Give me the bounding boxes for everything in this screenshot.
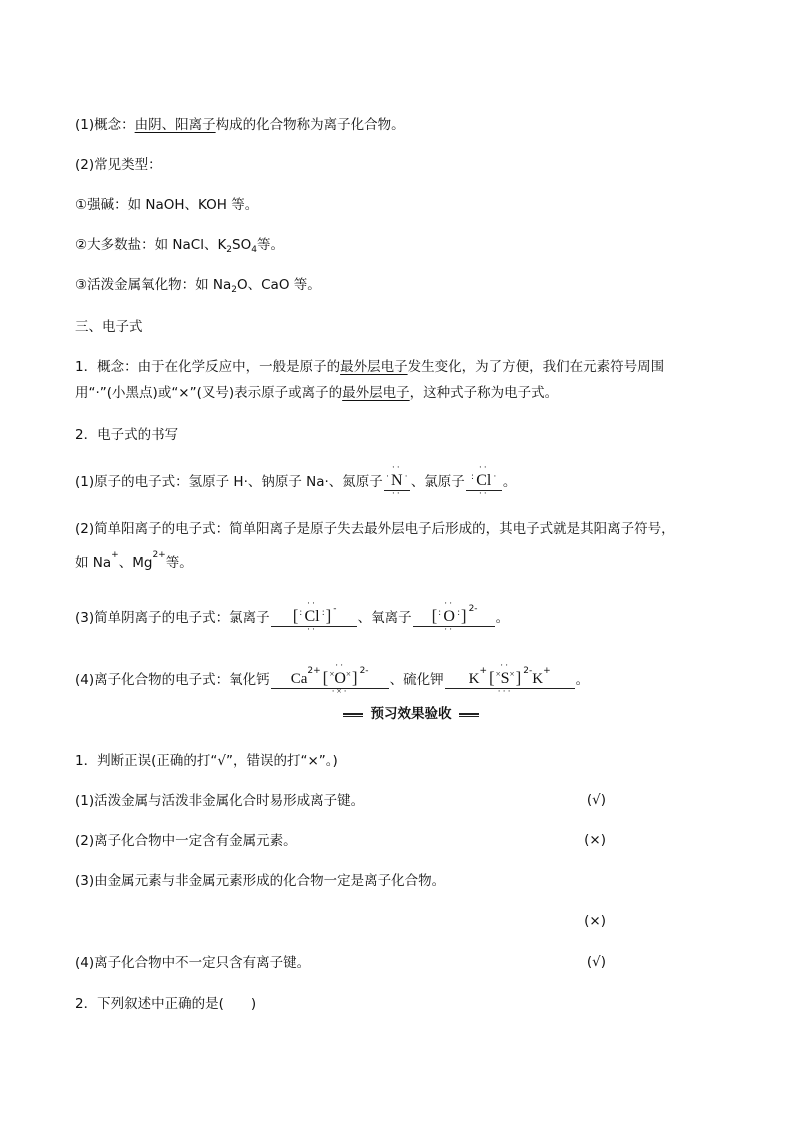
- type-oxides: ③活泼金属氧化物：如 $Na_2O$、CaO 等。: [75, 277, 321, 295]
- type-strong-base: ①强碱：如 NaOH、KOH 等。: [75, 197, 259, 213]
- definition-line-2: 用“·”(小黑点)或“×”(叉号)表示原子或离子的最外层电子，这种式子称为电子式。: [75, 385, 559, 401]
- definition-line-1: 1．概念：由于在化学反应中，一般是原子的最外层电子发生变化，为了方便，我们在元素符号周围: [75, 359, 665, 375]
- concept-underlined: 由阴、阳离子: [134, 117, 216, 133]
- anion-electron-formula-line: (3)简单阴离子的电子式：氯离子 [ ·· : Cl : ·· ] -、氧离子 [ ·· : O : ·· ] $^{2-}$。: [75, 598, 510, 634]
- question-2: 2．下列叙述中正确的是( ): [75, 996, 257, 1012]
- statement-1: (1)活泼金属与活泼非金属化合时易形成离子键。: [75, 793, 365, 809]
- potassium-sulfide-blank: K+ [ ·· × S × ··· ] $^{2-}$K+: [445, 662, 575, 689]
- statement-2: (2)离子化合物中一定含有金属元素。: [75, 833, 297, 849]
- types-title: (2)常见类型：: [75, 157, 162, 173]
- statement-3: (3)由金属元素与非金属元素形成的化合物一定是离子化合物。: [75, 873, 446, 889]
- compound-electron-formula-line: (4)离子化合物的电子式：氧化钙 $Ca^{2+}$ [ ·· × O × ·×· ] $^{2-}$、硫化钾 K+ [ ·· × S × ··· ] $^{2-}$K+。: [75, 660, 590, 696]
- answer-1: (√): [586, 792, 606, 808]
- concept-line: (1)概念：由阴、阳离子构成的化合物称为离子化合物。: [75, 117, 405, 133]
- question-1: 1．判断正误(正确的打“√”，错误的打“×”。): [75, 753, 338, 769]
- section-heading-electron-formula: 三、电子式: [75, 319, 143, 335]
- review-banner: 预习效果验收: [343, 704, 479, 724]
- calcium-oxide-blank: $Ca^{2+}$ [ ·· × O × ·×· ] $^{2-}$: [271, 662, 389, 689]
- writing-heading: 2．电子式的书写: [75, 427, 179, 443]
- statement-4: (4)离子化合物中不一定只含有离子键。: [75, 955, 311, 971]
- oxide-blank: [ ·· : O : ·· ] $^{2-}$: [413, 600, 495, 627]
- answer-4: (√): [586, 954, 606, 970]
- nitrogen-blank: ·· · N · ··: [384, 472, 410, 491]
- answer-3: (×): [584, 913, 606, 929]
- chlorine-blank: ·· : Cl · ··: [466, 472, 502, 491]
- type-salts: ②大多数盐：如 NaCl、$K_2SO_4$等。: [75, 237, 284, 255]
- chloride-blank: [ ·· : Cl : ·· ] -: [271, 600, 357, 627]
- atom-electron-formula-line: (1)原子的电子式：氢原子 H·、钠原子 Na·、氮原子 ·· · N · ·· 、氯原子 ·· : Cl · ·· 。: [75, 462, 517, 498]
- answer-2: (×): [584, 832, 606, 848]
- cation-line-2: 如 Na+、$Mg^{2+}$等。: [75, 550, 193, 571]
- cation-line-1: (2)简单阳离子的电子式：简单阳离子是原子失去最外层电子后形成的，其电子式就是其阳离子符号，: [75, 521, 675, 537]
